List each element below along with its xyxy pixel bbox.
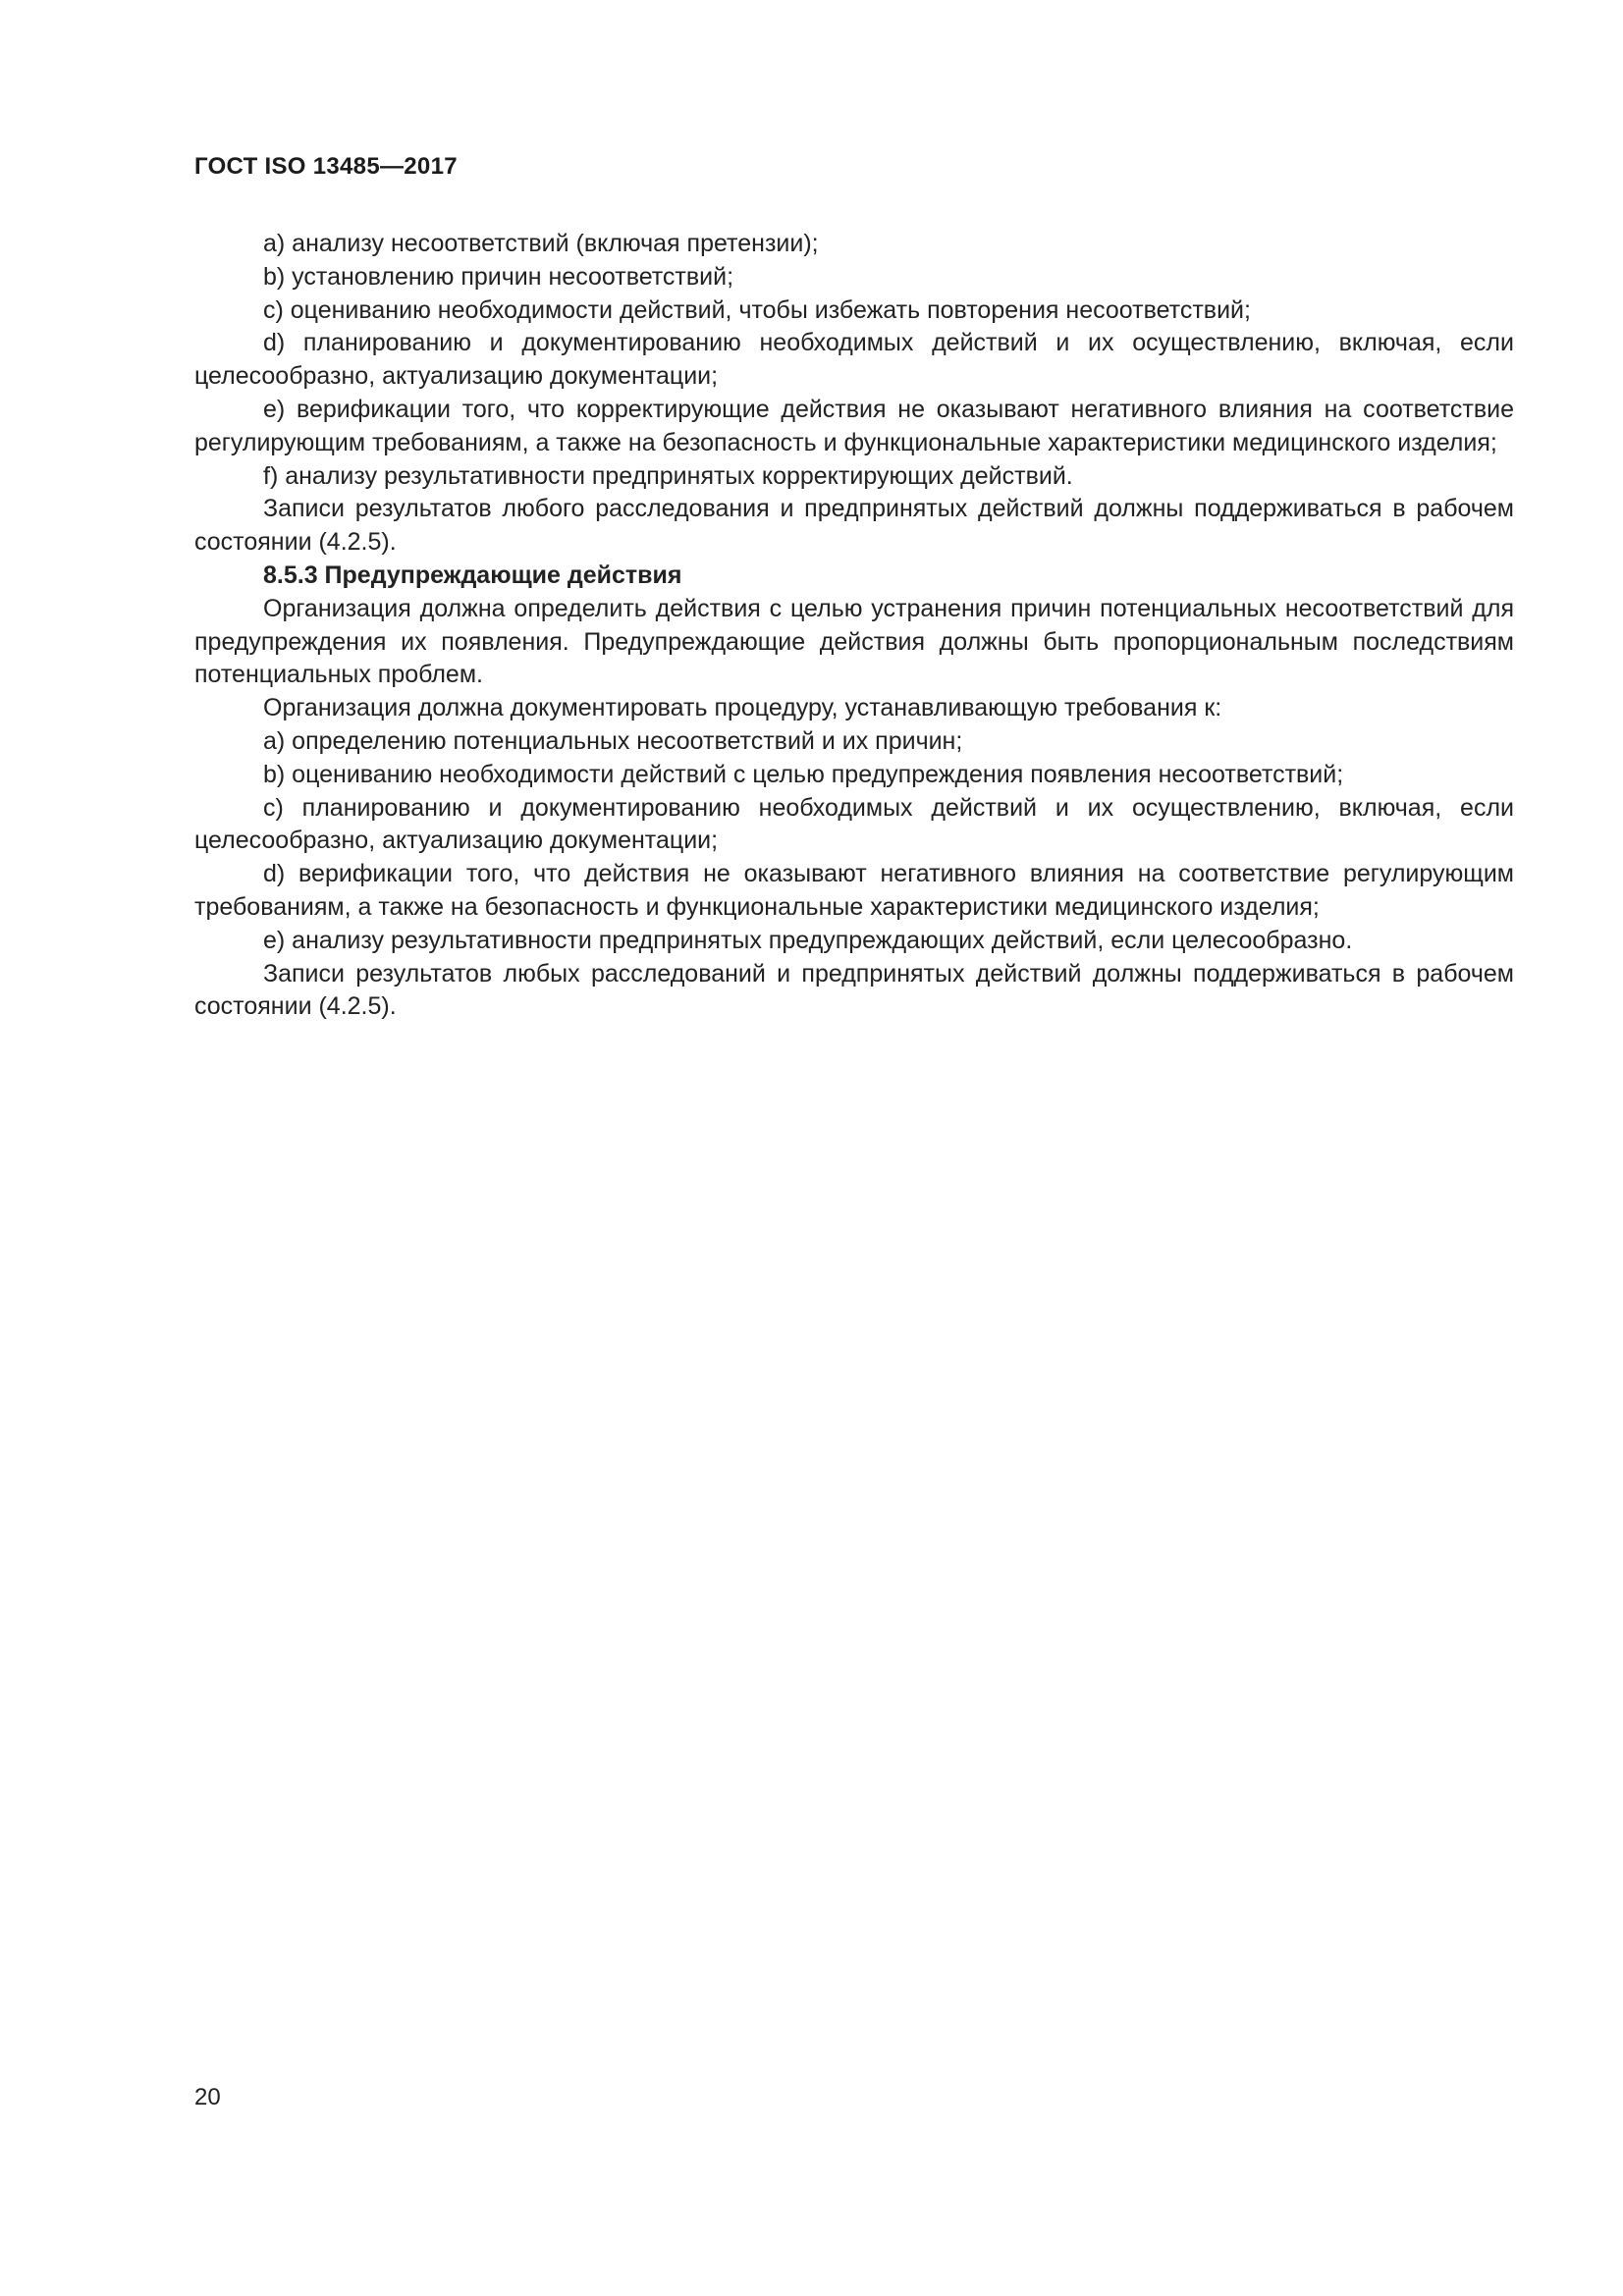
- list-item: d) планированию и документированию необходимых действий и их осуществлению, включая, если целесообразно, актуализацию документации;: [194, 329, 1514, 391]
- body-paragraph: Организация должна определить действия с целью устранения причин потенциальных несоответствий для предупреждения их появления. Предупреждающие действия должны быть пропорциональным последствиям потенциальных проблем.: [194, 594, 1514, 689]
- list-item: a) анализу несоответствий (включая претензии);: [263, 230, 819, 257]
- document-body: [194, 228, 1514, 1024]
- list-item: c) планированию и документированию необходимых действий и их осуществлению, включая, если целесообразно, актуализацию документации;: [194, 793, 1514, 855]
- document-header: ГОСТ ISO 13485—2017: [194, 153, 458, 180]
- body-paragraph: Организация должна документировать процедуру, устанавливающую требования к:: [263, 694, 1222, 722]
- list-item: d) верификации того, что действия не оказывают негативного влияния на соответствие регулирующим требованиям, а также на безопасность и функциональные характеристики медицинского изделия;: [194, 860, 1514, 921]
- list-item: a) определению потенциальных несоответствий и их причин;: [263, 726, 963, 755]
- list-item: e) анализу результативности предпринятых предупреждающих действий, если целесообразно.: [263, 926, 1353, 954]
- list-item: e) верификации того, что корректирующие действия не оказывают негативного влияния на соответствие регулирующим требованиям, а также на безопасность и функциональные характеристики медицинского изделия;: [194, 395, 1514, 456]
- list-item: b) оцениванию необходимости действий с целью предупреждения появления несоответствий;: [263, 760, 1344, 788]
- page-number: 20: [194, 2084, 221, 2110]
- list-item: f) анализу результативности предпринятых корректирующих действий.: [263, 461, 1073, 490]
- section-heading: 8.5.3 Предупреждающие действия: [263, 561, 682, 589]
- records-paragraph: Записи результатов любого расследования и предпринятых действий должны поддерживаться в рабочем состоянии (4.2.5).: [194, 495, 1514, 557]
- list-item: c) оцениванию необходимости действий, чтобы избежать повторения несоответствий;: [263, 295, 1251, 324]
- records-paragraph: Записи результатов любых расследований и предпринятых действий должны поддерживаться в рабочем состоянии (4.2.5).: [194, 959, 1514, 1021]
- list-item: b) установлению причин несоответствий;: [263, 262, 734, 291]
